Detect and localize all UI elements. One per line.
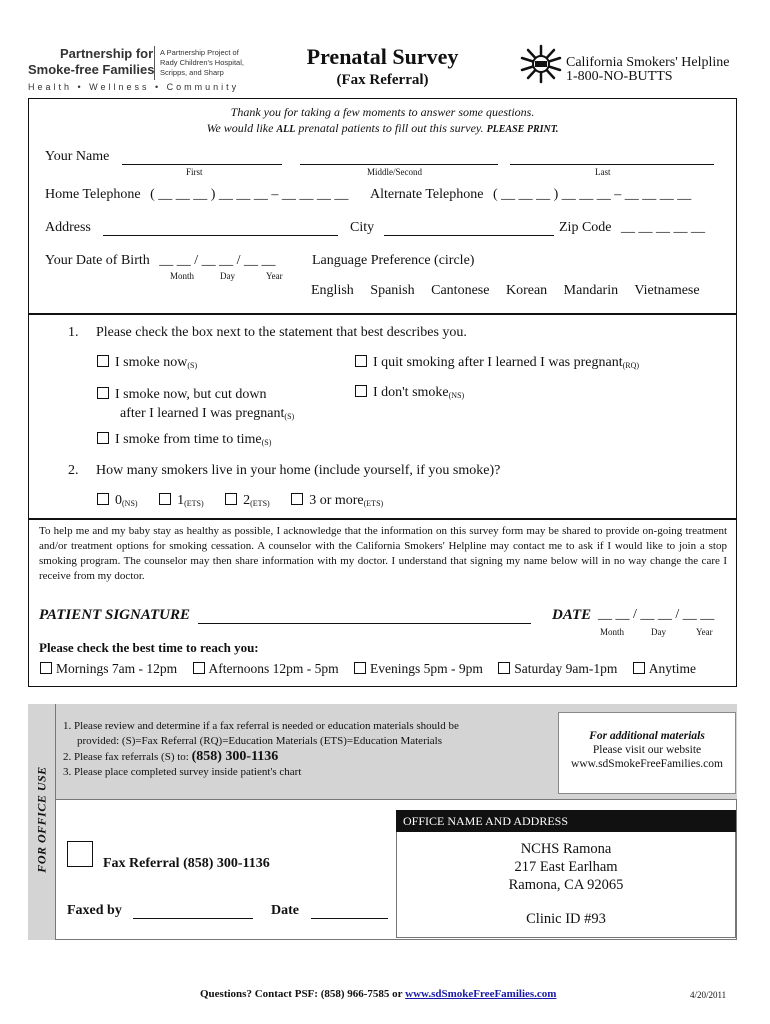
page-title: Prenatal Survey	[306, 44, 459, 69]
best-time-options	[40, 661, 696, 677]
q1-option-smoke-now[interactable]	[97, 355, 197, 371]
checkbox[interactable]	[355, 355, 367, 367]
q2-options	[97, 493, 383, 509]
home-phone-field[interactable]: ( __ __ __ ) __ __ __ – __ __ __ __	[150, 187, 349, 202]
instruction-1b: provided: (S)=Fax Referral (RQ)=Education Materials (ETS)=Education Materials	[77, 735, 443, 747]
alt-phone-row	[370, 187, 691, 203]
date-month-caption: Month	[600, 627, 625, 637]
option-code: (ETS)	[363, 499, 384, 508]
last-name-caption: Last	[595, 167, 611, 177]
language-label: Language Preference (circle)	[312, 253, 475, 268]
intro-text-part: prenatal patients to fill out this survey.	[295, 121, 487, 135]
language-options	[311, 283, 700, 299]
q2-text: How many smokers live in your home (include yourself, if you smoke)?	[96, 463, 501, 478]
checkbox[interactable]	[159, 493, 171, 505]
q1-option-time-to-time[interactable]	[97, 432, 271, 448]
first-name-caption: First	[186, 167, 203, 177]
instruction-3: 3. Please place completed survey inside patient's chart	[63, 766, 302, 778]
date-day-caption: Day	[651, 627, 666, 637]
zip-row	[559, 220, 705, 236]
q1-option-cut-down[interactable]	[97, 385, 294, 426]
office-address	[396, 840, 736, 928]
consent-text: To help me and my baby stay as healthy as possible, I acknowledge that the information on this survey form may be shared to provide on-going treatment and/or treatment options for smoking cessation. A counselor with the California Smokers' Helpline may contact me to ask if I would like to join a stop smoking program. The counselor may then share information with my doctor. I understand that signing my name below will in no way change the care I receive from my doctor.	[39, 525, 727, 582]
signature-date-field[interactable]: __ __ / __ __ / __ __	[598, 607, 715, 622]
office-name: NCHS Ramona	[520, 841, 612, 857]
page-subtitle: (Fax Referral)	[336, 72, 429, 88]
dob-month-caption: Month	[170, 271, 195, 281]
option-text: Anytime	[648, 661, 696, 676]
sunburst-icon	[518, 44, 564, 84]
language-option[interactable]: Spanish	[370, 283, 415, 298]
fax-referral-label: Fax Referral (858) 300-1136	[103, 856, 270, 871]
clinic-id: Clinic ID #93	[526, 911, 606, 927]
psf-logo	[28, 46, 263, 94]
q2-number: 2.	[68, 463, 79, 478]
time-option-saturday[interactable]	[498, 661, 617, 676]
q2-option[interactable]	[97, 493, 138, 508]
additional-materials-url[interactable]: www.sdSmokeFreeFamilies.com	[571, 758, 723, 770]
intro-please-print: PLEASE PRINT.	[486, 124, 559, 135]
psf-logo-divider	[154, 46, 155, 80]
q1-option-dont-smoke[interactable]	[355, 385, 464, 401]
intro-text	[28, 104, 737, 138]
section-divider	[28, 313, 737, 315]
q2-option[interactable]	[291, 493, 383, 508]
dob-field[interactable]: __ __ / __ __ / __ __	[159, 253, 276, 268]
option-text: 3 or more	[309, 493, 364, 508]
instruction-2	[63, 749, 459, 765]
psf-logo-tagline: Health • Wellness • Community	[28, 82, 240, 92]
alt-phone-field[interactable]: ( __ __ __ ) __ __ __ – __ __ __ __	[492, 187, 692, 202]
checkbox[interactable]	[633, 662, 645, 674]
psf-desc-line: Rady Children's Hospital,	[160, 58, 244, 67]
checkbox[interactable]	[291, 493, 303, 505]
city-label: City	[350, 220, 375, 235]
checkbox[interactable]	[97, 387, 109, 399]
time-option-evenings[interactable]	[354, 661, 483, 676]
checkbox[interactable]	[498, 662, 510, 674]
footer-website-link[interactable]: www.sdSmokeFreeFamilies.com	[405, 988, 557, 1000]
signature-field[interactable]	[198, 608, 531, 624]
checkbox[interactable]	[40, 662, 52, 674]
language-option[interactable]: Cantonese	[431, 283, 490, 298]
checkbox[interactable]	[193, 662, 205, 674]
option-code: (NS)	[448, 391, 465, 400]
option-text: I don't smoke	[373, 385, 449, 400]
first-name-field[interactable]	[122, 150, 282, 165]
time-option-mornings[interactable]	[40, 661, 177, 676]
option-text: I smoke now	[115, 355, 188, 370]
fax-referral-checkbox[interactable]	[67, 841, 93, 867]
option-code: (S)	[261, 438, 272, 447]
option-code: (RQ)	[622, 361, 640, 370]
psf-logo-desc	[160, 48, 244, 78]
signature-date-label: DATE	[552, 607, 592, 623]
language-option[interactable]: Vietnamese	[634, 283, 700, 298]
faxed-date-field[interactable]	[311, 904, 388, 919]
instruction-1: 1. Please review and determine if a fax referral is needed or education materials should be	[63, 720, 459, 732]
instruction-2-text: 2. Please fax referrals (S) to:	[63, 751, 192, 763]
option-text: 1	[177, 493, 185, 508]
checkbox[interactable]	[97, 493, 109, 505]
fax-number: (858) 300-1136	[191, 749, 279, 764]
option-text: I smoke from time to time	[115, 432, 262, 447]
option-text: Saturday 9am-1pm	[514, 661, 618, 676]
faxed-date-label: Date	[271, 903, 299, 918]
q1-option-quit[interactable]	[355, 355, 639, 371]
checkbox[interactable]	[355, 385, 367, 397]
option-text: after I learned I was pregnant	[120, 406, 285, 421]
address-field[interactable]	[103, 221, 338, 236]
option-text: Evenings 5pm - 9pm	[369, 661, 483, 676]
home-phone-row	[45, 187, 348, 203]
additional-materials-box	[558, 712, 736, 794]
dob-label: Your Date of Birth	[45, 253, 150, 268]
intro-line-2	[28, 120, 737, 138]
q2-option[interactable]	[225, 493, 270, 508]
best-time-label: Please check the best time to reach you:	[39, 640, 259, 655]
dob-row	[45, 253, 276, 269]
city-field[interactable]	[384, 221, 554, 236]
option-text: 2	[243, 493, 251, 508]
psf-desc-line: Scripps, and Sharp	[160, 68, 224, 77]
middle-name-caption: Middle/Second	[367, 167, 422, 177]
office-city: Ramona, CA 92065	[508, 877, 624, 893]
faxed-by-field[interactable]	[133, 904, 253, 919]
intro-text-part: We would like	[206, 121, 277, 135]
office-use-side-label: FOR OFFICE USE	[34, 766, 49, 873]
home-phone-label: Home Telephone	[45, 187, 141, 202]
checkbox[interactable]	[97, 432, 109, 444]
intro-all: ALL	[276, 124, 296, 135]
faxed-by-label: Faxed by	[67, 903, 122, 918]
q2-option[interactable]	[159, 493, 204, 508]
time-option-afternoons[interactable]	[193, 661, 339, 676]
additional-materials-line: Please visit our website	[592, 744, 702, 756]
option-text: I quit smoking after I learned I was pregnant	[373, 355, 623, 370]
option-code: (ETS)	[250, 499, 270, 508]
psf-desc-line: A Partnership Project of	[160, 48, 239, 57]
alt-phone-label: Alternate Telephone	[370, 187, 484, 202]
intro-line-1: Thank you for taking a few moments to answer some questions.	[230, 105, 535, 119]
option-code: (S)	[187, 361, 198, 370]
helpline-phone: 1-800-NO-BUTTS	[566, 69, 673, 84]
option-code: (ETS)	[184, 499, 204, 508]
psf-logo-line1: Partnership for	[60, 46, 154, 61]
psf-logo-line2: Smoke-free Families	[28, 62, 155, 77]
signature-label: PATIENT SIGNATURE	[39, 607, 191, 623]
address-label: Address	[45, 220, 91, 235]
helpline-logo	[518, 44, 743, 84]
option-text: Afternoons 12pm - 5pm	[208, 661, 339, 676]
additional-materials-title: For additional materials	[589, 730, 705, 742]
checkbox[interactable]	[354, 662, 366, 674]
office-street: 217 East Earlham	[514, 859, 618, 875]
language-option[interactable]: English	[311, 283, 354, 298]
language-option[interactable]: Korean	[505, 283, 548, 298]
footer-contact	[200, 988, 556, 1000]
date-year-caption: Year	[696, 627, 713, 637]
option-text: 0	[115, 493, 122, 508]
dob-day-caption: Day	[220, 271, 235, 281]
option-text: Mornings 7am - 12pm	[56, 661, 178, 676]
zip-field[interactable]: __ __ __ __ __	[621, 220, 705, 235]
last-name-field[interactable]	[510, 150, 714, 165]
zip-label: Zip Code	[559, 220, 612, 235]
language-option[interactable]: Mandarin	[563, 283, 619, 298]
option-code: (S)	[284, 412, 295, 421]
dob-year-caption: Year	[266, 271, 283, 281]
option-code: (NS)	[122, 499, 138, 508]
helpline-name: California Smokers' Helpline	[566, 55, 730, 70]
time-option-anytime[interactable]	[633, 661, 696, 676]
middle-name-field[interactable]	[300, 150, 498, 165]
office-instructions	[63, 719, 459, 780]
checkbox[interactable]	[225, 493, 237, 505]
option-text: I smoke now, but cut down	[115, 387, 267, 402]
section-divider	[28, 518, 737, 520]
q1-text: Please check the box next to the statement that best describes you.	[96, 325, 467, 340]
name-label: Your Name	[45, 149, 110, 164]
footer-date: 4/20/2011	[690, 990, 727, 1000]
q1-number: 1.	[68, 325, 79, 340]
footer-text: Questions? Contact PSF: (858) 966-7585 or	[200, 988, 406, 1000]
checkbox[interactable]	[97, 355, 109, 367]
office-address-header: OFFICE NAME AND ADDRESS	[396, 810, 736, 832]
